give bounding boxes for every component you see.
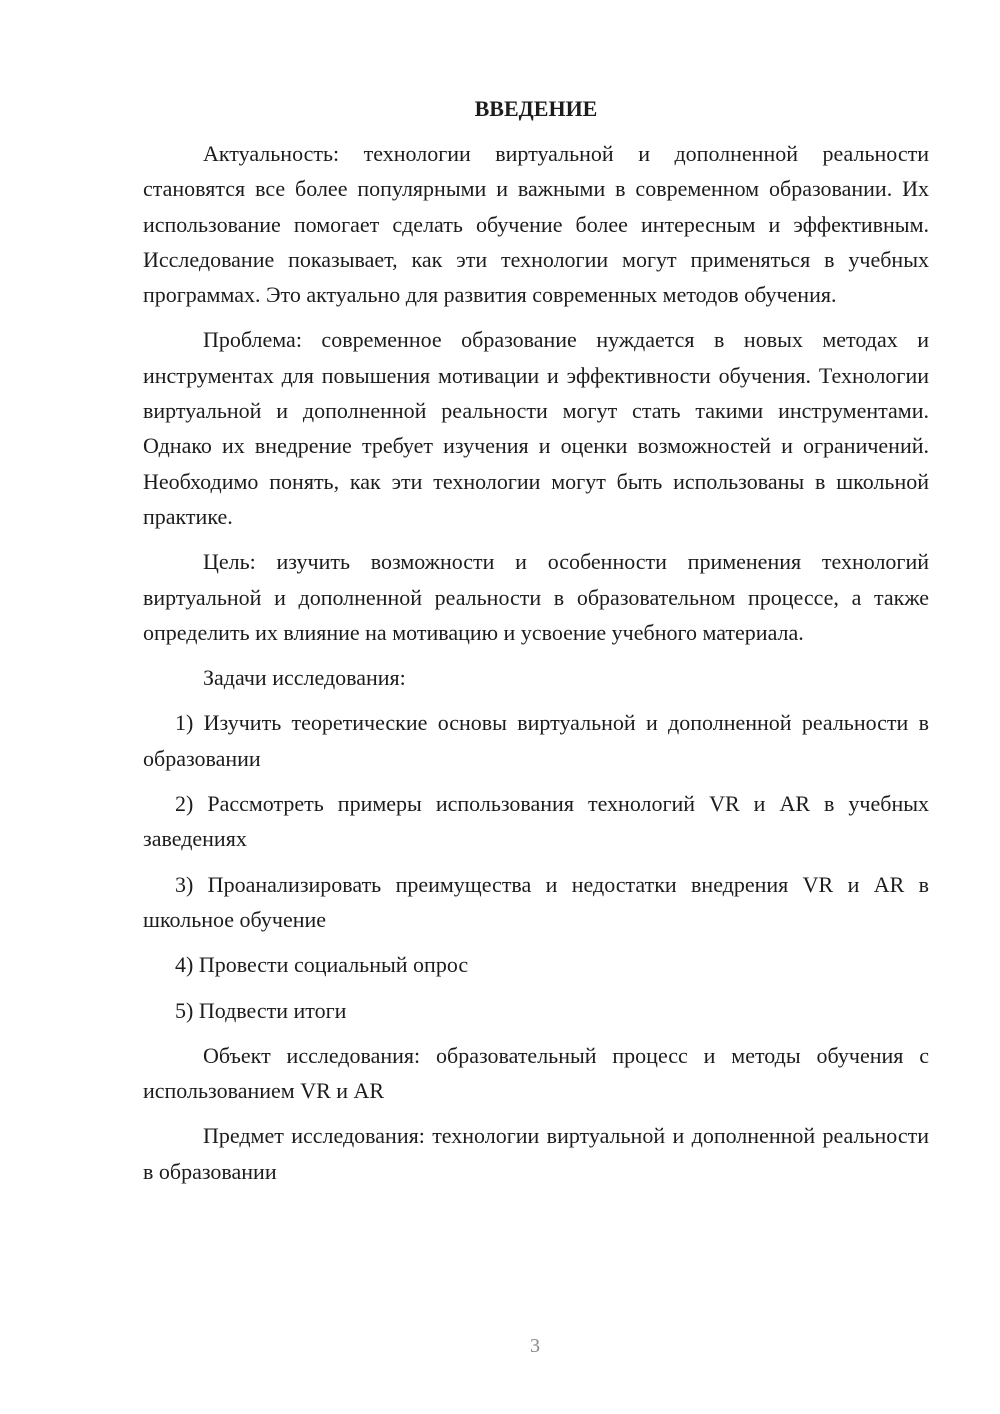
- task-item-4: 4) Провести социальный опрос: [175, 952, 469, 978]
- subject-paragraph: Предмет исследования: технологии виртуальной и дополненной реальности в образовании: [143, 1123, 929, 1184]
- tasks-heading: Задачи исследования:: [203, 665, 406, 691]
- object-paragraph: Объект исследования: образовательный процесс и методы обучения с использованием VR и AR: [143, 1042, 929, 1104]
- page-content: [143, 92, 929, 1199]
- problem-paragraph: Проблема: современное образование нуждается в новых методах и инструментах для повышения мотивации и эффективности обучения. Технологии виртуальной и дополненной реальности могут стать такими инструментами. Однако их внедрение требует изучения и оценки возможностей и ограничений. Необходимо понять, как эти технологии могут быть использованы в школьной практике.: [143, 327, 929, 529]
- page-title: ВВЕДЕНИЕ: [474, 96, 598, 121]
- task-item-2: 2) Рассмотреть примеры использования технологий VR и AR в учебных заведениях: [143, 791, 929, 852]
- page-number: 3: [530, 1335, 540, 1357]
- task-item-5: 5) Подвести итоги: [175, 997, 347, 1023]
- task-item-3: 3) Проанализировать преимущества и недостатки внедрения VR и AR в школьное обучение: [143, 871, 929, 932]
- relevance-paragraph: Актуальность: технологии виртуальной и дополненной реальности становятся все более популярными и важными в современном образовании. Их использование помогает сделать обучение более интересным и эффективным. Исследование показывает, как эти технологии могут применяться в учебных программах. Это актуально для развития современных методов обучения.: [143, 141, 929, 308]
- goal-paragraph: Цель: изучить возможности и особенности применения технологий виртуальной и дополненной реальности в образовательном процессе, а также определить их влияние на мотивацию и усвоение учебного материала.: [143, 549, 929, 645]
- task-item-1: 1) Изучить теоретические основы виртуальной и дополненной реальности в образовании: [143, 710, 929, 771]
